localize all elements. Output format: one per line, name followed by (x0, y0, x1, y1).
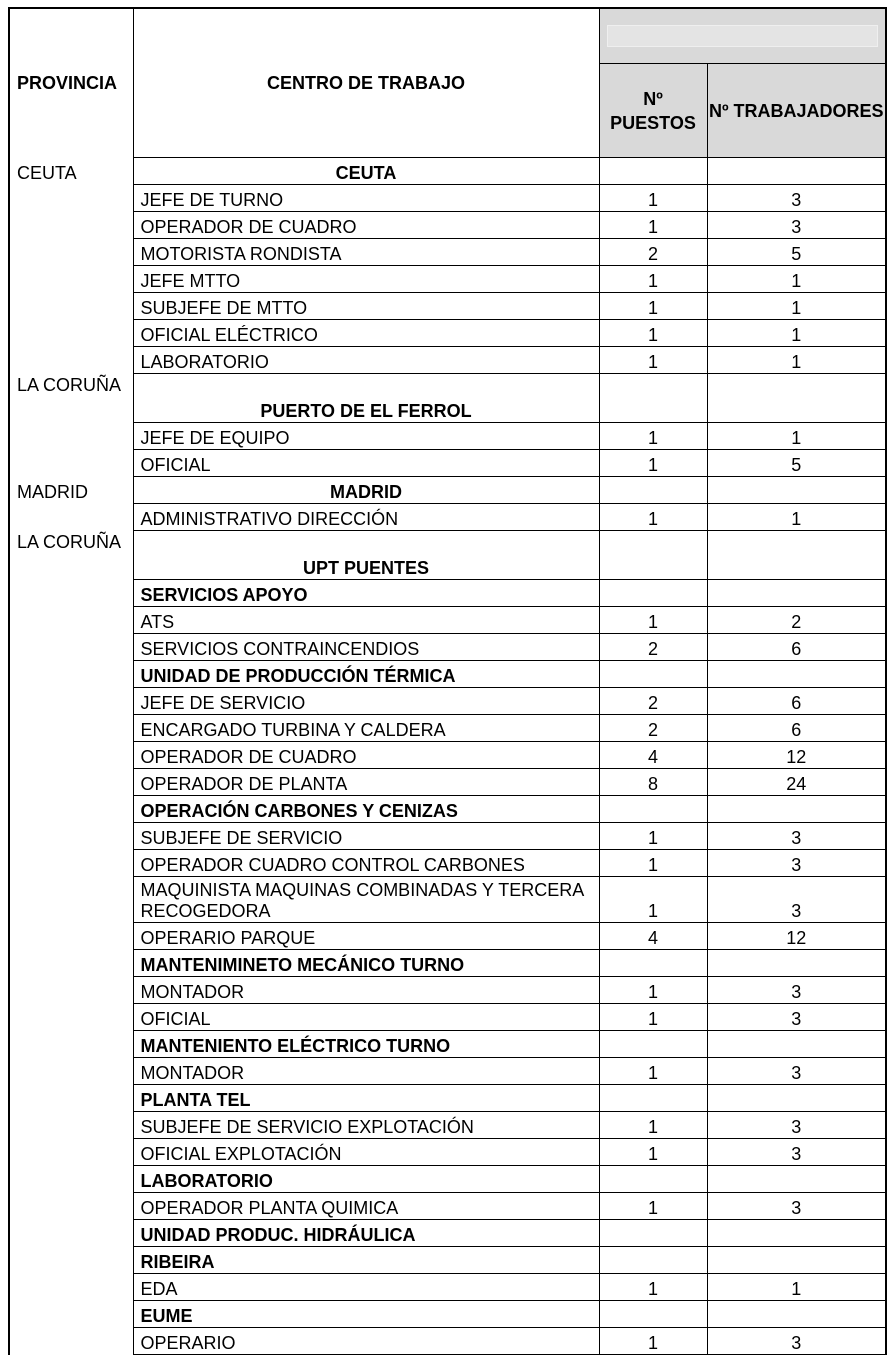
cell-num-trabajadores: 6 (707, 688, 886, 715)
cell-provincia (9, 796, 133, 823)
cell-num-trabajadores (707, 531, 886, 580)
cell-num-trabajadores: 1 (707, 266, 886, 293)
cell-num-trabajadores: 3 (707, 1058, 886, 1085)
cell-centro-de-trabajo: EUME (133, 1301, 599, 1328)
cell-centro-de-trabajo: OFICIAL ELÉCTRICO (133, 320, 599, 347)
cell-provincia (9, 1220, 133, 1247)
cell-num-trabajadores (707, 1085, 886, 1112)
cell-provincia (9, 1328, 133, 1355)
cell-num-trabajadores (707, 158, 886, 185)
cell-num-trabajadores: 3 (707, 823, 886, 850)
table-row (9, 185, 886, 212)
cell-provincia (9, 1301, 133, 1328)
cell-centro-de-trabajo: OFICIAL EXPLOTACIÓN (133, 1139, 599, 1166)
cell-centro-de-trabajo: OPERARIO PARQUE (133, 923, 599, 950)
cell-provincia (9, 1166, 133, 1193)
cell-provincia (9, 450, 133, 477)
cell-num-trabajadores: 3 (707, 212, 886, 239)
cell-num-puestos (599, 1085, 707, 1112)
table-row (9, 580, 886, 607)
cell-centro-de-trabajo: PLANTA TEL (133, 1085, 599, 1112)
cell-centro-de-trabajo: SUBJEFE DE SERVICIO (133, 823, 599, 850)
cell-num-puestos (599, 796, 707, 823)
cell-provincia (9, 504, 133, 531)
cell-provincia (9, 1193, 133, 1220)
cell-provincia (9, 1274, 133, 1301)
table-row (9, 1274, 886, 1301)
table-row (9, 1139, 886, 1166)
cell-num-puestos (599, 158, 707, 185)
cell-provincia (9, 634, 133, 661)
header-provincia: PROVINCIA (9, 8, 133, 158)
cell-num-trabajadores: 3 (707, 1004, 886, 1031)
cell-num-trabajadores: 1 (707, 504, 886, 531)
table-row (9, 1193, 886, 1220)
cell-num-puestos (599, 661, 707, 688)
cell-centro-de-trabajo: UPT PUENTES (133, 531, 599, 580)
cell-num-trabajadores: 5 (707, 450, 886, 477)
cell-num-trabajadores: 12 (707, 742, 886, 769)
cell-num-puestos: 1 (599, 607, 707, 634)
cell-provincia (9, 823, 133, 850)
cell-num-trabajadores: 1 (707, 293, 886, 320)
cell-provincia (9, 661, 133, 688)
table-row (9, 742, 886, 769)
staff-table (8, 7, 887, 1355)
cell-centro-de-trabajo: OFICIAL (133, 450, 599, 477)
cell-num-puestos (599, 1247, 707, 1274)
cell-num-trabajadores (707, 1166, 886, 1193)
cell-centro-de-trabajo: MADRID (133, 477, 599, 504)
cell-provincia (9, 769, 133, 796)
cell-provincia (9, 1112, 133, 1139)
cell-num-puestos (599, 374, 707, 423)
table-row (9, 477, 886, 504)
cell-provincia (9, 742, 133, 769)
header-group-cell (599, 8, 886, 64)
cell-num-puestos: 1 (599, 293, 707, 320)
cell-provincia: MADRID (9, 477, 133, 504)
cell-num-puestos: 2 (599, 688, 707, 715)
table-row (9, 1301, 886, 1328)
table-row (9, 320, 886, 347)
cell-centro-de-trabajo: LABORATORIO (133, 1166, 599, 1193)
cell-num-puestos: 1 (599, 347, 707, 374)
table-row (9, 715, 886, 742)
table-row (9, 977, 886, 1004)
table-row (9, 1247, 886, 1274)
header-num-trabajadores: Nº TRABAJADORES (707, 64, 886, 158)
cell-num-trabajadores: 24 (707, 769, 886, 796)
cell-centro-de-trabajo: MOTORISTA RONDISTA (133, 239, 599, 266)
table-row (9, 1220, 886, 1247)
cell-num-puestos (599, 580, 707, 607)
cell-centro-de-trabajo: ENCARGADO TURBINA Y CALDERA (133, 715, 599, 742)
cell-provincia (9, 715, 133, 742)
cell-provincia (9, 877, 133, 923)
table-row (9, 634, 886, 661)
cell-num-trabajadores (707, 661, 886, 688)
cell-num-puestos: 2 (599, 634, 707, 661)
cell-num-trabajadores (707, 580, 886, 607)
cell-provincia (9, 266, 133, 293)
cell-centro-de-trabajo: OPERADOR DE CUADRO (133, 742, 599, 769)
table-row (9, 1031, 886, 1058)
cell-num-puestos (599, 950, 707, 977)
cell-provincia: LA CORUÑA (9, 374, 133, 423)
cell-num-trabajadores: 3 (707, 185, 886, 212)
cell-num-puestos: 1 (599, 1274, 707, 1301)
cell-num-trabajadores: 2 (707, 607, 886, 634)
table-row (9, 796, 886, 823)
cell-num-puestos: 1 (599, 1058, 707, 1085)
table-row (9, 877, 886, 923)
cell-provincia (9, 1139, 133, 1166)
cell-provincia (9, 950, 133, 977)
cell-num-puestos (599, 1031, 707, 1058)
cell-centro-de-trabajo: SUBJEFE DE MTTO (133, 293, 599, 320)
cell-num-puestos: 2 (599, 715, 707, 742)
cell-centro-de-trabajo: ADMINISTRATIVO DIRECCIÓN (133, 504, 599, 531)
table-row (9, 769, 886, 796)
cell-provincia (9, 239, 133, 266)
cell-num-puestos: 1 (599, 266, 707, 293)
cell-num-puestos (599, 1166, 707, 1193)
cell-num-trabajadores: 3 (707, 1328, 886, 1355)
table-row (9, 158, 886, 185)
cell-centro-de-trabajo: SERVICIOS CONTRAINCENDIOS (133, 634, 599, 661)
cell-provincia (9, 1004, 133, 1031)
cell-num-trabajadores: 1 (707, 347, 886, 374)
cell-centro-de-trabajo: OPERACIÓN CARBONES Y CENIZAS (133, 796, 599, 823)
cell-num-puestos: 1 (599, 850, 707, 877)
table-row (9, 1085, 886, 1112)
cell-num-puestos: 1 (599, 1112, 707, 1139)
cell-centro-de-trabajo: JEFE DE TURNO (133, 185, 599, 212)
table-row (9, 347, 886, 374)
cell-num-trabajadores: 1 (707, 320, 886, 347)
table-row (9, 688, 886, 715)
header-group-label (607, 25, 879, 47)
table-row (9, 531, 886, 580)
cell-centro-de-trabajo: OPERADOR DE PLANTA (133, 769, 599, 796)
cell-num-trabajadores (707, 1220, 886, 1247)
table-row (9, 1328, 886, 1355)
cell-provincia (9, 293, 133, 320)
cell-num-puestos (599, 1301, 707, 1328)
cell-centro-de-trabajo: OFICIAL (133, 1004, 599, 1031)
cell-num-trabajadores (707, 1247, 886, 1274)
cell-num-puestos: 1 (599, 1193, 707, 1220)
cell-num-trabajadores (707, 1031, 886, 1058)
table-row (9, 239, 886, 266)
table-row (9, 504, 886, 531)
cell-num-trabajadores: 6 (707, 634, 886, 661)
cell-provincia: CEUTA (9, 158, 133, 185)
cell-num-trabajadores: 3 (707, 1193, 886, 1220)
cell-centro-de-trabajo: JEFE MTTO (133, 266, 599, 293)
cell-centro-de-trabajo: SERVICIOS APOYO (133, 580, 599, 607)
cell-centro-de-trabajo: JEFE DE EQUIPO (133, 423, 599, 450)
cell-centro-de-trabajo: RIBEIRA (133, 1247, 599, 1274)
table-row (9, 950, 886, 977)
cell-centro-de-trabajo: UNIDAD PRODUC. HIDRÁULICA (133, 1220, 599, 1247)
cell-provincia: LA CORUÑA (9, 531, 133, 580)
cell-num-trabajadores (707, 796, 886, 823)
cell-num-trabajadores (707, 374, 886, 423)
cell-provincia (9, 607, 133, 634)
table-row (9, 266, 886, 293)
cell-num-trabajadores (707, 1301, 886, 1328)
cell-centro-de-trabajo: MONTADOR (133, 977, 599, 1004)
table-row (9, 450, 886, 477)
cell-centro-de-trabajo: PUERTO DE EL FERROL (133, 374, 599, 423)
cell-num-trabajadores: 5 (707, 239, 886, 266)
cell-num-puestos: 1 (599, 212, 707, 239)
cell-num-puestos: 1 (599, 320, 707, 347)
cell-centro-de-trabajo: EDA (133, 1274, 599, 1301)
cell-num-puestos: 8 (599, 769, 707, 796)
cell-centro-de-trabajo: LABORATORIO (133, 347, 599, 374)
cell-centro-de-trabajo: OPERARIO (133, 1328, 599, 1355)
cell-num-trabajadores: 3 (707, 1139, 886, 1166)
cell-centro-de-trabajo: ATS (133, 607, 599, 634)
cell-provincia (9, 320, 133, 347)
table-row (9, 423, 886, 450)
table-row (9, 1058, 886, 1085)
cell-num-trabajadores: 3 (707, 850, 886, 877)
cell-num-puestos (599, 1220, 707, 1247)
cell-provincia (9, 850, 133, 877)
table-row (9, 850, 886, 877)
cell-provincia (9, 212, 133, 239)
table-row (9, 212, 886, 239)
table-body (9, 158, 886, 1355)
cell-provincia (9, 688, 133, 715)
cell-num-trabajadores: 1 (707, 1274, 886, 1301)
header-num-puestos: Nº PUESTOS (599, 64, 707, 158)
cell-centro-de-trabajo: OPERADOR CUADRO CONTROL CARBONES (133, 850, 599, 877)
cell-num-puestos: 1 (599, 504, 707, 531)
cell-num-puestos: 1 (599, 423, 707, 450)
cell-provincia (9, 185, 133, 212)
cell-num-trabajadores: 12 (707, 923, 886, 950)
cell-provincia (9, 977, 133, 1004)
table-row (9, 661, 886, 688)
cell-centro-de-trabajo: JEFE DE SERVICIO (133, 688, 599, 715)
header-centro-de-trabajo: CENTRO DE TRABAJO (133, 8, 599, 158)
cell-provincia (9, 1058, 133, 1085)
cell-provincia (9, 1031, 133, 1058)
cell-provincia (9, 1085, 133, 1112)
cell-num-puestos: 1 (599, 1328, 707, 1355)
cell-centro-de-trabajo: MANTENIMINETO MECÁNICO TURNO (133, 950, 599, 977)
cell-provincia (9, 923, 133, 950)
table-row (9, 293, 886, 320)
cell-num-puestos: 1 (599, 1004, 707, 1031)
cell-centro-de-trabajo: MAQUINISTA MAQUINAS COMBINADAS Y TERCERA RECOGEDORA (133, 877, 599, 923)
cell-num-puestos: 1 (599, 977, 707, 1004)
cell-num-puestos: 1 (599, 1139, 707, 1166)
cell-num-puestos: 1 (599, 877, 707, 923)
cell-centro-de-trabajo: MANTENIENTO ELÉCTRICO TURNO (133, 1031, 599, 1058)
cell-num-puestos: 4 (599, 923, 707, 950)
cell-num-puestos: 1 (599, 185, 707, 212)
cell-centro-de-trabajo: SUBJEFE DE SERVICIO EXPLOTACIÓN (133, 1112, 599, 1139)
cell-num-puestos (599, 531, 707, 580)
cell-num-puestos: 1 (599, 823, 707, 850)
cell-num-puestos: 1 (599, 450, 707, 477)
cell-num-trabajadores (707, 950, 886, 977)
table-row (9, 1112, 886, 1139)
cell-centro-de-trabajo: CEUTA (133, 158, 599, 185)
table-row (9, 374, 886, 423)
cell-provincia (9, 1247, 133, 1274)
table-row (9, 823, 886, 850)
cell-centro-de-trabajo: MONTADOR (133, 1058, 599, 1085)
cell-num-trabajadores: 3 (707, 1112, 886, 1139)
cell-num-puestos: 4 (599, 742, 707, 769)
cell-provincia (9, 347, 133, 374)
table-row (9, 607, 886, 634)
cell-num-trabajadores: 6 (707, 715, 886, 742)
cell-centro-de-trabajo: UNIDAD DE PRODUCCIÓN TÉRMICA (133, 661, 599, 688)
cell-num-trabajadores: 1 (707, 423, 886, 450)
table-row (9, 1004, 886, 1031)
cell-num-puestos: 2 (599, 239, 707, 266)
cell-centro-de-trabajo: OPERADOR DE CUADRO (133, 212, 599, 239)
cell-provincia (9, 580, 133, 607)
cell-num-puestos (599, 477, 707, 504)
table-row (9, 1166, 886, 1193)
cell-provincia (9, 423, 133, 450)
cell-num-trabajadores: 3 (707, 877, 886, 923)
cell-num-trabajadores (707, 477, 886, 504)
cell-num-trabajadores: 3 (707, 977, 886, 1004)
table-row (9, 923, 886, 950)
cell-centro-de-trabajo: OPERADOR PLANTA QUIMICA (133, 1193, 599, 1220)
